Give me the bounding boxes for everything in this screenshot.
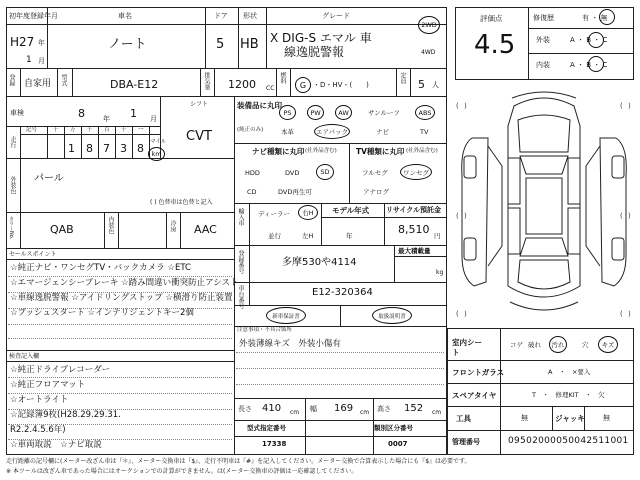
- chassis-label: 車台番号: [237, 285, 244, 309]
- equip-item2: TV: [420, 128, 429, 136]
- navi-item: CD: [247, 188, 257, 196]
- car-condition-diagram: [452, 86, 636, 326]
- class-label: 類別区分番号: [374, 424, 413, 432]
- equip-abs-circle: [415, 105, 435, 120]
- recycle-amount: 8,510: [398, 223, 430, 236]
- svg-text:): ): [464, 102, 467, 110]
- svg-text:): ): [628, 212, 631, 220]
- ext-options: A ・ B ・ C: [570, 36, 608, 44]
- digit-h3: 千: [87, 127, 93, 133]
- entry-line: R2.2.4.5.6年): [10, 425, 66, 435]
- jack-value: 無: [603, 414, 610, 422]
- inspection-year: 8: [78, 107, 85, 120]
- entry-line: ☆記録簿9枚(H28.29.29.31.: [10, 410, 121, 420]
- manual: 取扱説明書: [378, 313, 406, 320]
- fuel-g-circle: [295, 77, 311, 93]
- tv-item: ワンセグ: [403, 168, 429, 177]
- spare-value: T ・ 修理KIT ・ 欠: [532, 391, 605, 399]
- mileage-digit: 7: [103, 142, 110, 155]
- height-label: 高さ: [377, 405, 391, 413]
- color-no: QAB: [50, 223, 74, 236]
- model-year-unit: 年: [346, 232, 353, 240]
- seat-item: キズ: [601, 341, 615, 349]
- glass-label: フロントガラス: [452, 368, 505, 377]
- svg-text:(: (: [620, 310, 623, 318]
- equip-item2: エアバック: [316, 128, 348, 136]
- entry-line: ☆純正ドライブレコーダー: [10, 365, 111, 375]
- model-type: DBA-E12: [110, 78, 159, 91]
- seat-item: 破れ: [528, 341, 541, 349]
- width: 169: [334, 403, 354, 414]
- sales-line: ☆エマージェンシーブレーキ ☆踏み間違い衝突防止アシスト: [10, 278, 239, 288]
- first-reg-label: 初年度登録年月: [9, 12, 58, 20]
- equip-item: ABS: [418, 108, 432, 117]
- capacity: 5: [418, 78, 425, 91]
- shift: CVT: [186, 129, 212, 144]
- sales-label: セールスポイント: [9, 251, 57, 258]
- km-circle: [148, 147, 165, 161]
- grade-label: グレード: [322, 12, 350, 20]
- mileage-unit: km: [151, 150, 162, 158]
- type-cert-label: 型式指定番号: [247, 424, 286, 432]
- jack-label: ジャッキ: [555, 414, 585, 423]
- seat-scratch-circle: [598, 336, 618, 353]
- equip-title: 装備品に丸印: [237, 101, 282, 110]
- svg-text:): ): [464, 212, 467, 220]
- inspection-month: 1: [130, 107, 137, 120]
- svg-text:(: (: [456, 212, 459, 220]
- navi-item: SD: [320, 168, 330, 176]
- color-no-label: カラーNo.: [8, 216, 14, 240]
- repair-options: 有 ・ 無: [582, 14, 608, 22]
- type-cert: 17338: [262, 440, 287, 448]
- equip-item: AW: [338, 108, 349, 117]
- spare-label: スペアタイヤ: [452, 391, 497, 400]
- height: 152: [404, 403, 424, 414]
- navi-item: HDD: [245, 169, 260, 177]
- cap-label: 定員: [399, 72, 406, 84]
- repair-label: 修復歴: [533, 14, 554, 22]
- equip-item: PS: [283, 108, 292, 117]
- tv-oneseg-circle: [400, 164, 432, 180]
- svg-text:): ): [464, 310, 467, 318]
- inspection-label: 車検: [10, 109, 24, 117]
- displacement: 1200: [228, 78, 256, 91]
- type-label: 型式: [60, 74, 67, 86]
- notes-text: 外装薄線キズ 外装小傷有: [239, 339, 341, 349]
- plate-label: 登録番号: [237, 250, 244, 274]
- entry-line: ☆オートライト: [10, 395, 69, 405]
- equip-ps-circle: [279, 105, 296, 120]
- sales-line: ☆車線逸脱警報 ☆アイドリングストップ ☆横滑り防止装置: [10, 293, 233, 303]
- seat-item: 穴: [582, 341, 589, 349]
- max-load-label: 最大積載量: [398, 247, 431, 255]
- score-value: 4.5: [474, 30, 516, 60]
- shape-label: 形状: [243, 12, 257, 20]
- mileage-digit: 3: [120, 142, 127, 155]
- inspection-month-unit: 月: [150, 115, 157, 123]
- equip-item2: ナビ: [376, 128, 389, 136]
- glass-value: A ・ ×要入: [548, 368, 591, 376]
- footer-line: 走行距離の記号欄に(メーター改ざん車は『＊』、メーター交換車は『$』、走行不明車は『#』を記入してください。メーター交換で合算表示した場合にも『$』は必要です。: [6, 458, 471, 465]
- equip-airbag-circle: [314, 124, 350, 139]
- grade-line2: 線逸脱警報: [284, 45, 345, 59]
- drive-2wd: 2WD: [421, 21, 437, 29]
- disp-unit: CC: [266, 85, 275, 92]
- import-label: 輸入車: [237, 208, 244, 226]
- svg-text:): ): [628, 310, 631, 318]
- disp-label: 排気量: [203, 72, 210, 90]
- svg-text:(: (: [620, 212, 623, 220]
- navi-sub: (社外品含む): [305, 148, 337, 154]
- digit-h1: 十: [53, 127, 59, 133]
- exterior-label: 外装色: [9, 176, 16, 194]
- repair-none-circle: [599, 9, 615, 25]
- equip-item: PW: [310, 108, 321, 117]
- svg-text:(: (: [456, 102, 459, 110]
- tv-sub: (社外品含む): [406, 148, 438, 154]
- seat-label: 室内シート: [452, 338, 482, 357]
- ext-b-circle: [588, 32, 604, 48]
- sales-line: ☆プッシュスタート ☆インテリジェントキー2個: [10, 308, 194, 318]
- handle-left: 左H: [302, 232, 314, 240]
- import-parallel: 並行: [268, 232, 281, 240]
- car-name: ノート: [108, 37, 147, 52]
- class-no: 0007: [388, 440, 408, 448]
- first-reg-month: 1: [26, 55, 32, 65]
- warranty-circle: [266, 307, 306, 324]
- navi-title: ナビ種類に丸印: [252, 147, 305, 156]
- fuel-gasoline: G: [299, 80, 307, 90]
- navi-sd-circle: [316, 164, 334, 180]
- width-unit: cm: [360, 409, 370, 416]
- seat-item: コゲ: [510, 341, 523, 349]
- mileage-digit: 8: [137, 142, 144, 155]
- equip-pw-circle: [307, 105, 324, 120]
- tv-title: TV種類に丸印: [356, 147, 405, 156]
- handle-right-circle: [298, 205, 318, 220]
- digit-h4: 百: [104, 127, 110, 133]
- tools-label: 工具: [456, 414, 471, 423]
- digit-h5: 十: [121, 127, 127, 133]
- door-count: 5: [216, 37, 225, 52]
- tv-item: アナログ: [363, 188, 389, 196]
- name-label: 車名: [118, 12, 132, 20]
- svg-text:): ): [628, 102, 631, 110]
- exterior-note: ( ) 色替車は色替と記入: [150, 199, 213, 206]
- plate-number: 多摩530や4114: [282, 257, 357, 268]
- svg-text:(: (: [456, 310, 459, 318]
- mileage-digit: 8: [86, 142, 93, 155]
- length-unit: cm: [290, 409, 300, 416]
- digit-h0: 記号: [26, 127, 38, 133]
- int-label: 内装: [536, 61, 550, 69]
- drive-4wd: 4WD: [421, 49, 436, 56]
- manual-circle: [372, 307, 412, 324]
- equip-subtitle: (純正のみ): [237, 127, 264, 133]
- navi-item: DVD: [285, 169, 300, 177]
- width-label: 幅: [310, 405, 317, 413]
- first-reg-month-unit: 月: [38, 57, 45, 65]
- length-label: 長さ: [238, 405, 252, 413]
- inspection-year-unit: 年: [103, 115, 110, 123]
- seat-stain-circle: [549, 336, 567, 353]
- length: 410: [262, 403, 282, 414]
- recycle-unit: 円: [434, 232, 441, 240]
- sales-line: ☆純正ナビ・ワンセグTV・バックカメラ ☆ETC: [10, 263, 191, 273]
- model-year-label: モデル年式: [332, 206, 370, 215]
- score-label: 評価点: [480, 14, 503, 23]
- height-unit: cm: [432, 409, 442, 416]
- handle-right: 右H: [302, 209, 314, 217]
- int-b-circle: [588, 56, 604, 72]
- equip-item: サンルーフ: [368, 109, 400, 117]
- import-dealer: ディーラー: [258, 210, 290, 218]
- svg-text:(: (: [620, 102, 623, 110]
- equip-aw-circle: [335, 105, 352, 120]
- digit-h6: 一: [138, 127, 144, 133]
- entry-line: ☆車両取説 ☆ナビ取説: [10, 440, 102, 450]
- mileage-label: 走行: [9, 136, 16, 148]
- ext-label: 外装: [536, 36, 550, 44]
- cap-unit: 人: [432, 81, 439, 89]
- equip-item2: 本革: [281, 128, 294, 136]
- interior-label: 内装色: [107, 216, 114, 234]
- int-options: A ・ B ・ C: [570, 61, 608, 69]
- entry-line: ☆純正フロアマット: [10, 380, 86, 390]
- recycle-label: リサイクル預託金: [386, 206, 442, 214]
- shift-label: シフト: [190, 101, 209, 108]
- door-label: ドア: [214, 12, 228, 20]
- reg-use: 自家用: [24, 79, 52, 89]
- new-warranty: 新車保証書: [272, 313, 300, 320]
- drive-2wd-circle: [418, 16, 440, 34]
- body-shape: HB: [240, 37, 259, 52]
- footer-line: ※ 本ツールは改ざん車であった場合にはオークションでの計算ができません。は(メーター交換車の評価は一応確認してください。: [6, 468, 358, 475]
- seat-item: 汚れ: [551, 341, 565, 349]
- grade-line1: X DIG-S エマル 車: [270, 31, 372, 45]
- fuel-label: 燃料: [279, 72, 286, 84]
- tv-item: フルセグ: [362, 169, 388, 177]
- mileage-digit: 1: [68, 142, 75, 155]
- mile-label: マイル: [150, 139, 167, 145]
- tools-value: 無: [521, 414, 528, 422]
- notes-label: 注意事項・不具合箇所: [237, 327, 293, 333]
- digit-h2: 万: [70, 127, 76, 133]
- mgmt-label: 管理番号: [452, 438, 480, 446]
- ac-type: AAC: [194, 223, 217, 236]
- chassis-number: E12-320364: [312, 287, 373, 298]
- first-reg-year-unit: 年: [38, 39, 45, 47]
- first-reg-year: H27: [10, 35, 35, 49]
- fuel-options: ・D・HV・( ): [313, 81, 369, 89]
- reg-label: 登録: [8, 74, 15, 86]
- navi-item: DVD再生可: [278, 188, 312, 196]
- exterior-color: パール: [34, 173, 64, 184]
- mgmt-number: 09502000050042511001: [508, 436, 629, 446]
- entries-label: 検査記入欄: [9, 353, 40, 360]
- ac-label: 冷房: [169, 220, 176, 232]
- max-load-unit: kg: [436, 269, 444, 276]
